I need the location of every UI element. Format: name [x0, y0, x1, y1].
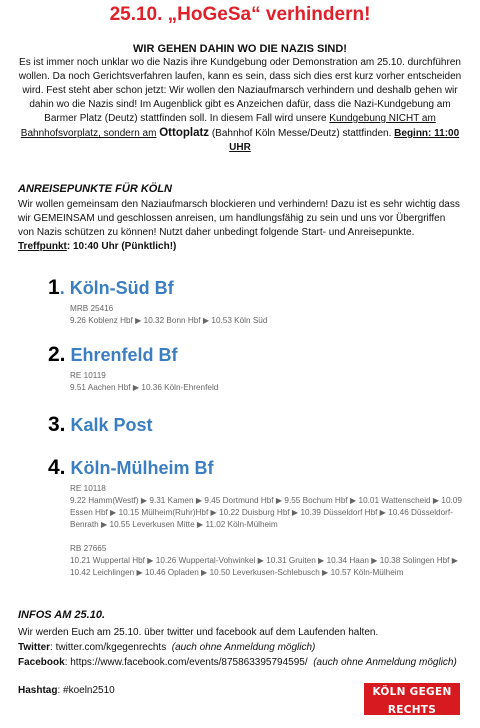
stop-number: 1 — [48, 276, 60, 299]
logo-text: KÖLN GEGEN RECHTS — [372, 686, 452, 716]
twitter-line — [18, 641, 462, 654]
stop-4 — [48, 456, 468, 579]
stop-train-line: MRB 25416 — [70, 304, 114, 313]
info-heading: INFOS AM 25.10. — [18, 609, 106, 621]
intro-paragraph — [18, 56, 462, 155]
stop-number: 4. — [48, 456, 66, 479]
stop-train-line: RE 10118 — [70, 484, 106, 493]
twitter-label: Twitter — [18, 642, 51, 653]
section-paragraph — [18, 198, 462, 254]
stop-2 — [48, 343, 468, 394]
intro-text-2: (Bahnhof Köln Messe/Deutz) stattfinden. — [209, 128, 395, 139]
page-subtitle: WIR GEHEN DAHIN WO DIE NAZIS SIND! — [133, 43, 347, 55]
treffpunkt-label: Treffpunkt — [18, 241, 67, 252]
stop-train-line-2: RB 27665 — [70, 544, 107, 553]
stop-3 — [48, 413, 468, 437]
stop-1 — [48, 276, 468, 327]
koeln-gegen-rechts-logo — [364, 683, 460, 726]
stop-name: Köln-Mülheim Bf — [65, 458, 214, 478]
facebook-line — [18, 656, 462, 669]
stop-number: 3. — [48, 413, 66, 436]
hashtag-value: : #koeln2510 — [57, 685, 115, 696]
stop-route: 9.22 Hamm(Westf) ▶ 9.31 Kamen ▶ 9.45 Dortmund Hbf ▶ 9.55 Bochum Hbf ▶ 10.01 Wattenscheid ▶ 10.09 Essen Hbf ▶ 10.15 Mülheim(Ruhr)Hbf ▶ 10.22 Duisburg Hbf ▶ 10.39 Düsseldorf Hbf ▶ 10.46 Düsseldorf-Benrath ▶ 10.55 Leverkusen Mitte ▶ 11.02 Köln-Mülheim — [70, 496, 462, 529]
twitter-note: (auch ohne Anmeldung möglich) — [171, 642, 316, 653]
stop-name: Kalk Post — [65, 415, 153, 435]
facebook-label: Facebook — [18, 657, 65, 668]
intro-underlined-text: Kundgebung NICHT am Bahnhofsvorplatz, sondern am — [20, 113, 436, 139]
stop-route-2: 10.21 Wuppertal Hbf ▶ 10.26 Wuppertal-Vohwinkel ▶ 10.31 Gruiten ▶ 10.34 Haan ▶ 10.38 Solingen Hbf ▶ 10.42 Leichlingen ▶ 10.46 Opladen ▶ 10.50 Leverkusen-Schlebusch ▶ 10.57 Köln-Mülheim — [70, 556, 459, 577]
hashtag-label: Hashtag — [18, 685, 58, 696]
facebook-note: (auch ohne Anmeldung möglich) — [313, 657, 457, 668]
stop-number: 2. — [48, 343, 66, 366]
treffpunkt-value: : 10:40 Uhr (Pünktlich!) — [66, 241, 177, 252]
info-text: Wir werden Euch am 25.10. über twitter und facebook auf dem Laufenden halten. — [18, 627, 379, 638]
intro-text: Es ist immer noch unklar wo die Nazis ihre Kundgebung oder Demonstration am 25.10. durchführen wollen. Da noch Gerichtsverfahren laufen, kann es sein, dass sich dies erst kurz vorher entscheiden wird. Fest steht aber schon jetzt: Wir wollen den Naziaufmarsch verhindern und deshalb gehen wir dahin wo die Nazis sind! Im Augenblick gibt es Anzeichen dafür, dass die Nazi-Kundgebung am Barmer Platz (Deutz) stattfinden soll. In diesem Fall wird unsere — [18, 57, 462, 124]
section-text: Wir wollen gemeinsam den Naziaufmarsch blockieren und verhindern! Dazu ist es sehr wichtig dass wir GEMEINSAM und geschlossen anreisen, um handlungsfähig zu sein und uns vor Übergriffen von Nazis schützen zu können! Nutzt daher unbedingt folgende Start- und Anreisepunkte. — [18, 199, 460, 238]
section-heading: ANREISEPUNKTE FÜR KÖLN — [18, 183, 173, 195]
twitter-link[interactable]: : twitter.com/kgegenrechts — [50, 642, 167, 653]
logo-tagline: Antifaschistisches Aktionsbündnis — [374, 720, 450, 726]
ottoplatz-text: Ottoplatz — [159, 127, 210, 139]
stop-route: 9.51 Aachen Hbf ▶ 10.36 Köln-Ehrenfeld — [70, 383, 219, 392]
facebook-link[interactable]: : https://www.facebook.com/events/875863395794595/ — [64, 657, 308, 668]
stop-route: 9.26 Koblenz Hbf ▶ 10.32 Bonn Hbf ▶ 10.53 Köln Süd — [70, 316, 268, 325]
stop-name: Ehrenfeld Bf — [65, 345, 178, 365]
beginn-text: Beginn: 11:00 UHR — [229, 128, 460, 153]
page-title: 25.10. „HoGeSa“ verhindern! — [109, 4, 371, 25]
stop-train-line: RE 10119 — [70, 371, 106, 380]
stop-name: . Köln-Süd Bf — [59, 278, 174, 298]
